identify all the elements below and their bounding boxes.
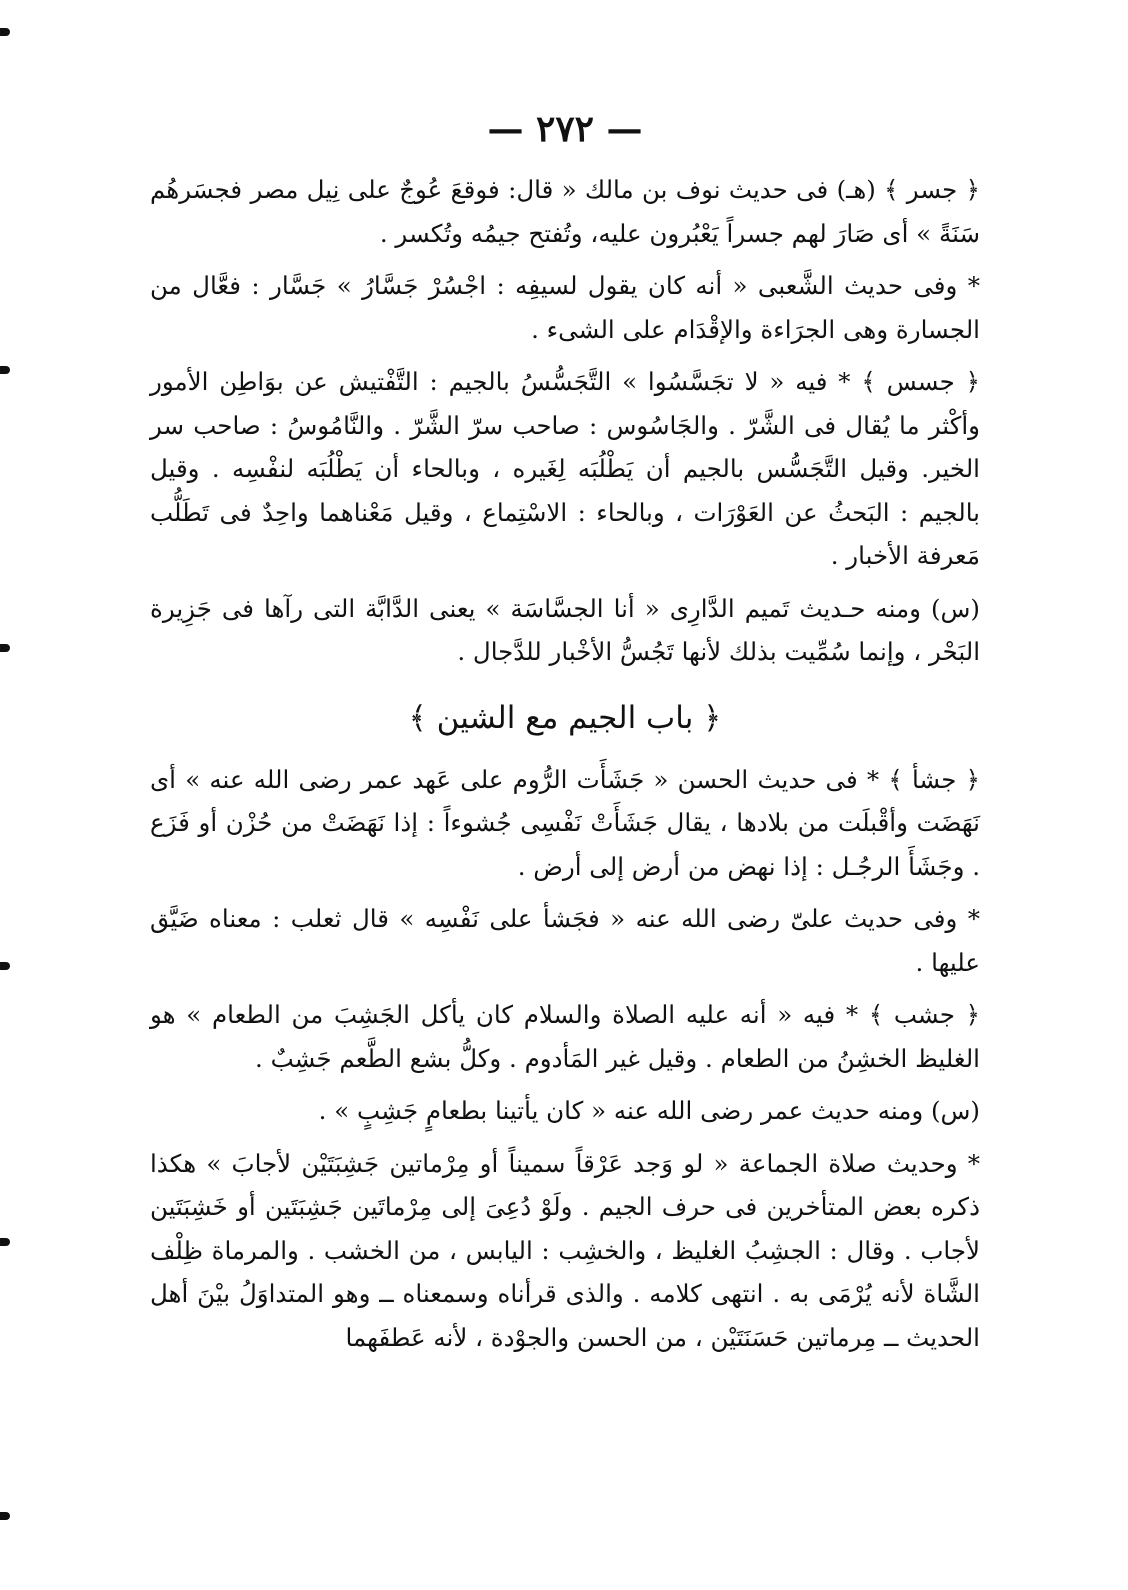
entry-jasha-ali: * وفى حديث علىّ رضى الله عنه « فجَشأ على نَفْسِه » قال ثعلب : معناه ضَيَّق عليها . xyxy=(150,904,980,977)
entry-jass-tamim: (س) ومنه حـديث تَميم الدَّارِى « أنا الجسَّاسَة » يعنى الدَّابَّة التى رآها فى جَزِيرة البَحْر ، وإنما سُمِّيت بذلك لأنها تَجُسُّ الأخْبار للدَّجال . xyxy=(150,593,980,666)
edge-mark xyxy=(0,366,10,374)
entry-jashab-jamaa: * وحديث صلاة الجماعة « لو وَجد عَرْقاً سميناً أو مِرْماتين جَشِبَتَيْن لأجابَ » هكذا ذكره بعض المتأخرين فى حرف الجيم . ولَوْ دُعِىَ إلى مِرْماتَين جَشِبَتَين أو خَشِبَتَين لأجاب . وقال : الجشِبُ الغليظ ، والخشِب : اليابس ، من الخشب . والمرماة ظِلْف الشَّاة لأنه يُرْمَى به . انتهى كلامه . والذى قرأناه وسمعناه ــ وهو المتداوَلُ بيْنَ أهل الحديث ــ مِرماتين حَسَنَتَيْن ، من الحسن والجوْدة ، لأنه عَطفَهما xyxy=(150,1148,980,1352)
document-page xyxy=(150,100,980,1368)
page-edge-marks xyxy=(0,0,14,1590)
section-heading: ﴿ باب الجيم مع الشين ﴾ xyxy=(408,699,722,736)
edge-mark xyxy=(0,644,10,652)
edge-mark xyxy=(0,28,10,36)
entry-jasr: ﴿ جسر ﴾ (هـ) فى حديث نوف بن مالك « قال: فوقعَ عُوجٌ على نِيل مصر فجسَرهُم سَنَةً » أى صَارَ لهم جسراً يَعْبُرون عليه، وتُفتح جيمُه وتُكسر . xyxy=(150,175,980,248)
edge-mark xyxy=(0,962,10,970)
entry-jashab: ﴿ جشب ﴾ * فيه « أنه عليه الصلاة والسلام كان يأكل الجَشِبَ من الطعام » هو الغليظ الخشِنُ من الطعام . وقيل غير المَأدوم . وكلُّ بشع الطَّعم جَشِبٌ . xyxy=(150,1000,980,1073)
entry-jasr-shabi: * وفى حديث الشَّعبى « أنه كان يقول لسيفِه : اجْسُرْ جَسَّارُ » جَسَّار : فعَّال من الجسارة وهى الجرَاءة والإقْدَام على الشىء . xyxy=(150,271,980,344)
edge-mark xyxy=(0,1238,10,1246)
entry-jass: ﴿ جسس ﴾ * فيه « لا تجَسَّسُوا » التَّجَسُّسُ بالجيم : التَّفْتيش عن بوَاطِن الأمور وأكْثر ما يُقال فى الشَّرّ . والجَاسُوس : صاحب سرّ الشَّرّ . والنَّامُوسُ : صاحب سر الخير. وقيل التَّجَسُّس بالجيم أن يَطْلُبَه لِغَيره ، وبالحاء أن يَطْلُبَه لنفْسِه . وقيل بالجيم : البَحثُ عن العَوْرَات ، وبالحاء : الاسْتِماع ، وقيل مَعْناهما واحِدٌ فى تَطَلُّب مَعرفة الأخبار . xyxy=(150,367,980,570)
entry-jashab-umar: (س) ومنه حديث عمر رضى الله عنه « كان يأتينا بطعامٍ جَشِبٍ » . xyxy=(318,1096,980,1125)
page-number: — ٢٧٢ — xyxy=(487,108,643,150)
edge-mark xyxy=(0,1512,10,1520)
entry-jasha: ﴿ جشأ ﴾ * فى حديث الحسن « جَشَأَت الرُّوم على عَهد عمر رضى الله عنه » أى نَهَضَت وأقْبلَت من بلادها ، يقال جَشَأَتْ نَفْسِى جُشوءاً : إذا نَهَضَتْ من حُزْن أو فَزَع . وجَشَأَ الرجُـل : إذا نهض من أرض إلى أرض . xyxy=(150,764,980,881)
